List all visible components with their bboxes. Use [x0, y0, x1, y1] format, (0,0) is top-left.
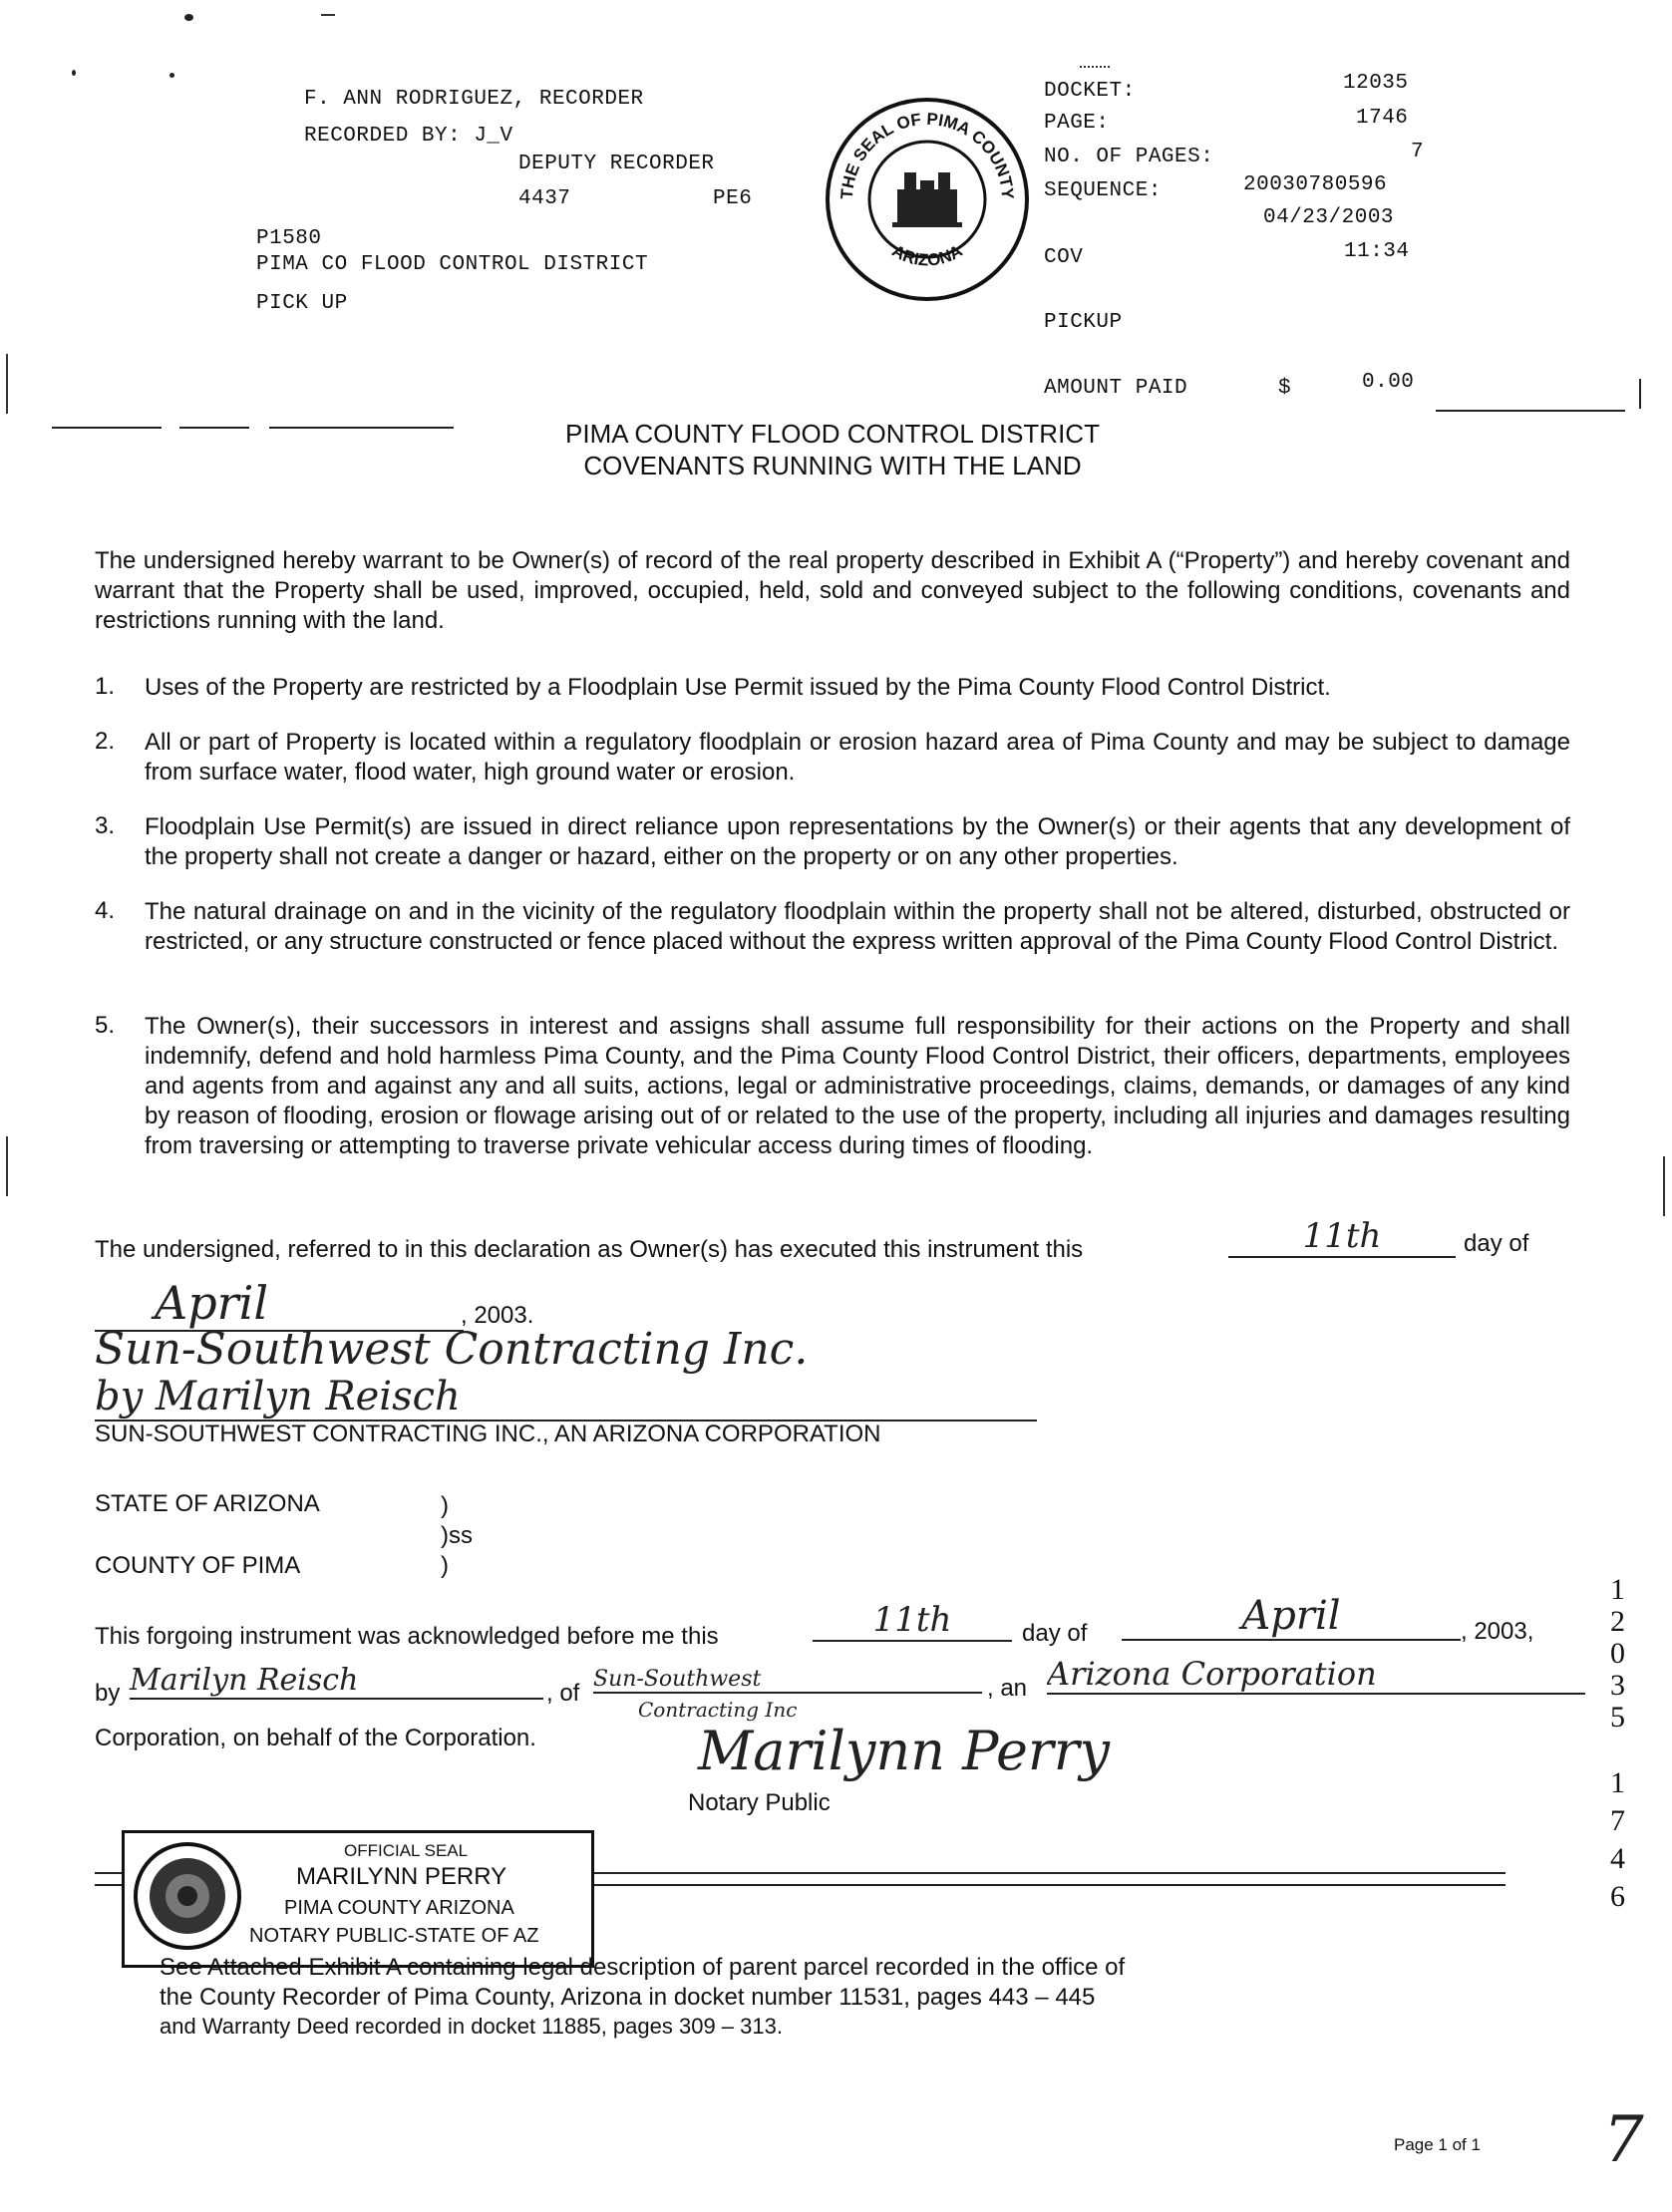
an-value: Arizona Corporation: [1047, 1655, 1585, 1695]
an-label: , an: [987, 1675, 1028, 1702]
exhibit-line3: and Warranty Deed recorded in docket 11885, pages 309 – 313.: [160, 2014, 783, 2039]
sequence-label: SEQUENCE:: [1044, 179, 1162, 202]
of-label: , of: [546, 1680, 580, 1707]
owner-signature: by Marilyn Reisch: [95, 1374, 1037, 1422]
margin-stamp-digit: 1: [1610, 1573, 1625, 1606]
ack-year: , 2003,: [1461, 1618, 1534, 1645]
docket-label: DOCKET:: [1044, 80, 1136, 103]
execution-day-of: day of: [1464, 1230, 1529, 1257]
margin-mark: [6, 354, 8, 414]
scan-speck: [72, 70, 76, 76]
pages-value: 7: [1411, 141, 1425, 163]
deputy-code: PE6: [713, 187, 753, 210]
scan-speck: [169, 73, 174, 78]
docket-value: 12035: [1343, 72, 1409, 95]
margin-stamp-digit: 2: [1610, 1605, 1625, 1638]
pickup-left: PICK UP: [256, 292, 348, 315]
ack-month: April: [1122, 1593, 1461, 1641]
ack-day-of: day of: [1022, 1620, 1088, 1647]
item-text: The Owner(s), their successors in interest and assigns shall assume full responsibility for their actions on the Property and shall indemnify, defend and hold harmless Pima County, and the Pima County Flood Control District, their officers, departments, employees and agents from and against any and all suits, actions, legal or administrative proceedings, claims, demands, or damages of any kind by reason of flooding, erosion or flowage arising out of or related to the use of the property, including all injuries and damages resulting from traversing or attempting to traverse private vehicular access during times of flooding.: [145, 1013, 1570, 1159]
ack-text: This forgoing instrument was acknowledged before me this: [95, 1623, 719, 1650]
exhibit-line2: the County Recorder of Pima County, Arizona in docket number 11531, pages 443 – 445: [160, 1984, 1096, 2011]
item-number: 5.: [95, 1012, 116, 1039]
recorder-name: F. ANN RODRIGUEZ, RECORDER: [304, 88, 644, 111]
margin-stamp-digit: 4: [1610, 1842, 1625, 1875]
corp-text: Corporation, on behalf of the Corporation.: [95, 1725, 536, 1751]
deputy-number: 4437: [518, 187, 571, 210]
seal-state: NOTARY PUBLIC-STATE OF AZ: [249, 1925, 539, 1947]
docket-dashes: [1080, 66, 1110, 68]
seal-name: MARILYNN PERRY: [296, 1863, 507, 1890]
page-handwritten: 7: [1603, 2103, 1644, 2177]
seal-county: PIMA COUNTY ARIZONA: [284, 1897, 514, 1919]
seal-title: OFFICIAL SEAL: [344, 1841, 469, 1860]
by-label: by: [95, 1680, 121, 1707]
venue-ss: )ss: [441, 1522, 473, 1549]
company-name: SUN-SOUTHWEST CONTRACTING INC., AN ARIZONA CORPORATION: [95, 1421, 881, 1447]
execution-year: , 2003.: [461, 1302, 534, 1329]
sequence-value: 20030780596: [1243, 173, 1388, 196]
margin-stamp-digit: 0: [1610, 1637, 1625, 1670]
notary-seal-emblem: [133, 1841, 242, 1951]
item-number: 4.: [95, 897, 116, 924]
margin-mark: [6, 1136, 8, 1196]
margin-stamp-digit: 1: [1610, 1766, 1625, 1799]
pages-label: NO. OF PAGES:: [1044, 146, 1214, 168]
scan-speck: [184, 14, 193, 21]
notary-label: Notary Public: [688, 1789, 831, 1816]
intro-paragraph: The undersigned hereby warrant to be Owner(s) of record of the real property described in Exhibit A (“Property”) and hereby covenant and warrant that the Property shall be used, improved, occupied, held, sold and conveyed subject to the following conditions, covenants and restrictions running with the land.: [95, 547, 1570, 634]
recording-code: P1580: [256, 227, 322, 250]
of-company: Sun-Southwest: [593, 1667, 982, 1694]
notary-official-seal: [122, 1830, 594, 1968]
recorded-by: RECORDED BY: J_V: [304, 125, 513, 148]
page-label: PAGE:: [1044, 112, 1110, 135]
margin-stamp-digit: 6: [1610, 1880, 1625, 1913]
amount-value: 0.00: [1362, 371, 1415, 394]
margin-stamp-digit: 3: [1610, 1669, 1625, 1702]
ack-day: 11th: [813, 1600, 1012, 1642]
item-text: All or part of Property is located within a regulatory floodplain or erosion hazard area of Pima County and may be subject to damage from surface water, flood water, high ground water or erosion.: [145, 729, 1570, 786]
venue-paren: ): [441, 1552, 449, 1579]
header-rule: [1436, 410, 1625, 412]
header-rule: [52, 427, 162, 429]
item-number: 2.: [95, 728, 116, 755]
venue-paren: ): [441, 1492, 449, 1519]
venue-county: COUNTY OF PIMA: [95, 1552, 301, 1579]
margin-stamp-digit: 5: [1610, 1701, 1625, 1734]
scan-dash: [321, 14, 335, 16]
margin-mark: [1663, 1156, 1665, 1216]
handwritten-company: Sun-Southwest Contracting Inc.: [95, 1324, 809, 1375]
notary-signature: Marilynn Perry: [698, 1720, 1111, 1782]
cov-label: COV: [1044, 246, 1084, 269]
recording-date: 04/23/2003: [1263, 206, 1395, 229]
execution-text: The undersigned, referred to in this declaration as Owner(s) has executed this instrument this: [95, 1236, 1084, 1263]
seal-bottom-text: ARIZONA: [888, 240, 966, 270]
item-number: 1.: [95, 673, 116, 700]
document-title-line1: PIMA COUNTY FLOOD CONTROL DISTRICT: [565, 419, 1100, 449]
margin-stamp-digit: 7: [1610, 1804, 1625, 1837]
recording-party: PIMA CO FLOOD CONTROL DISTRICT: [256, 253, 649, 276]
pima-county-seal: [823, 95, 1032, 304]
item-text: Floodplain Use Permit(s) are issued in direct reliance upon representations by the Owner(s) or their agents that any development of the property shall not create a danger or hazard, either on the property or on any other properties.: [145, 813, 1570, 870]
venue-state: STATE OF ARIZONA: [95, 1490, 320, 1517]
item-number: 3.: [95, 812, 116, 839]
pickup-right: PICKUP: [1044, 311, 1123, 334]
of-company-line2: Contracting Inc: [638, 1698, 798, 1722]
seal-top-text: THE SEAL OF PIMA COUNTY: [836, 109, 1018, 200]
item-text: The natural drainage on and in the vicinity of the regulatory floodplain within the property shall not be altered, disturbed, obstructed or restricted, or any structure constructed or fence placed without the express written approval of the Pima County Flood Control District.: [145, 898, 1570, 955]
deputy-recorder: DEPUTY RECORDER: [518, 153, 715, 175]
execution-month: April: [95, 1276, 464, 1332]
execution-day: 11th: [1228, 1216, 1456, 1258]
exhibit-line1: See Attached Exhibit A containing legal description of parent parcel recorded in the office of: [160, 1954, 1126, 1981]
item-text: Uses of the Property are restricted by a Floodplain Use Permit issued by the Pima County Flood Control District.: [145, 674, 1331, 701]
amount-currency: $: [1278, 377, 1292, 400]
page-value: 1746: [1356, 107, 1409, 130]
header-rule: [179, 427, 249, 429]
document-title-line2: COVENANTS RUNNING WITH THE LAND: [583, 451, 1082, 480]
page-number: Page 1 of 1: [1394, 2135, 1481, 2154]
amount-label: AMOUNT PAID: [1044, 377, 1188, 400]
by-name: Marilyn Reisch: [130, 1663, 543, 1700]
header-tick: [1639, 379, 1641, 409]
seal-mission-icon: [892, 172, 962, 227]
recording-time: 11:34: [1344, 240, 1410, 263]
